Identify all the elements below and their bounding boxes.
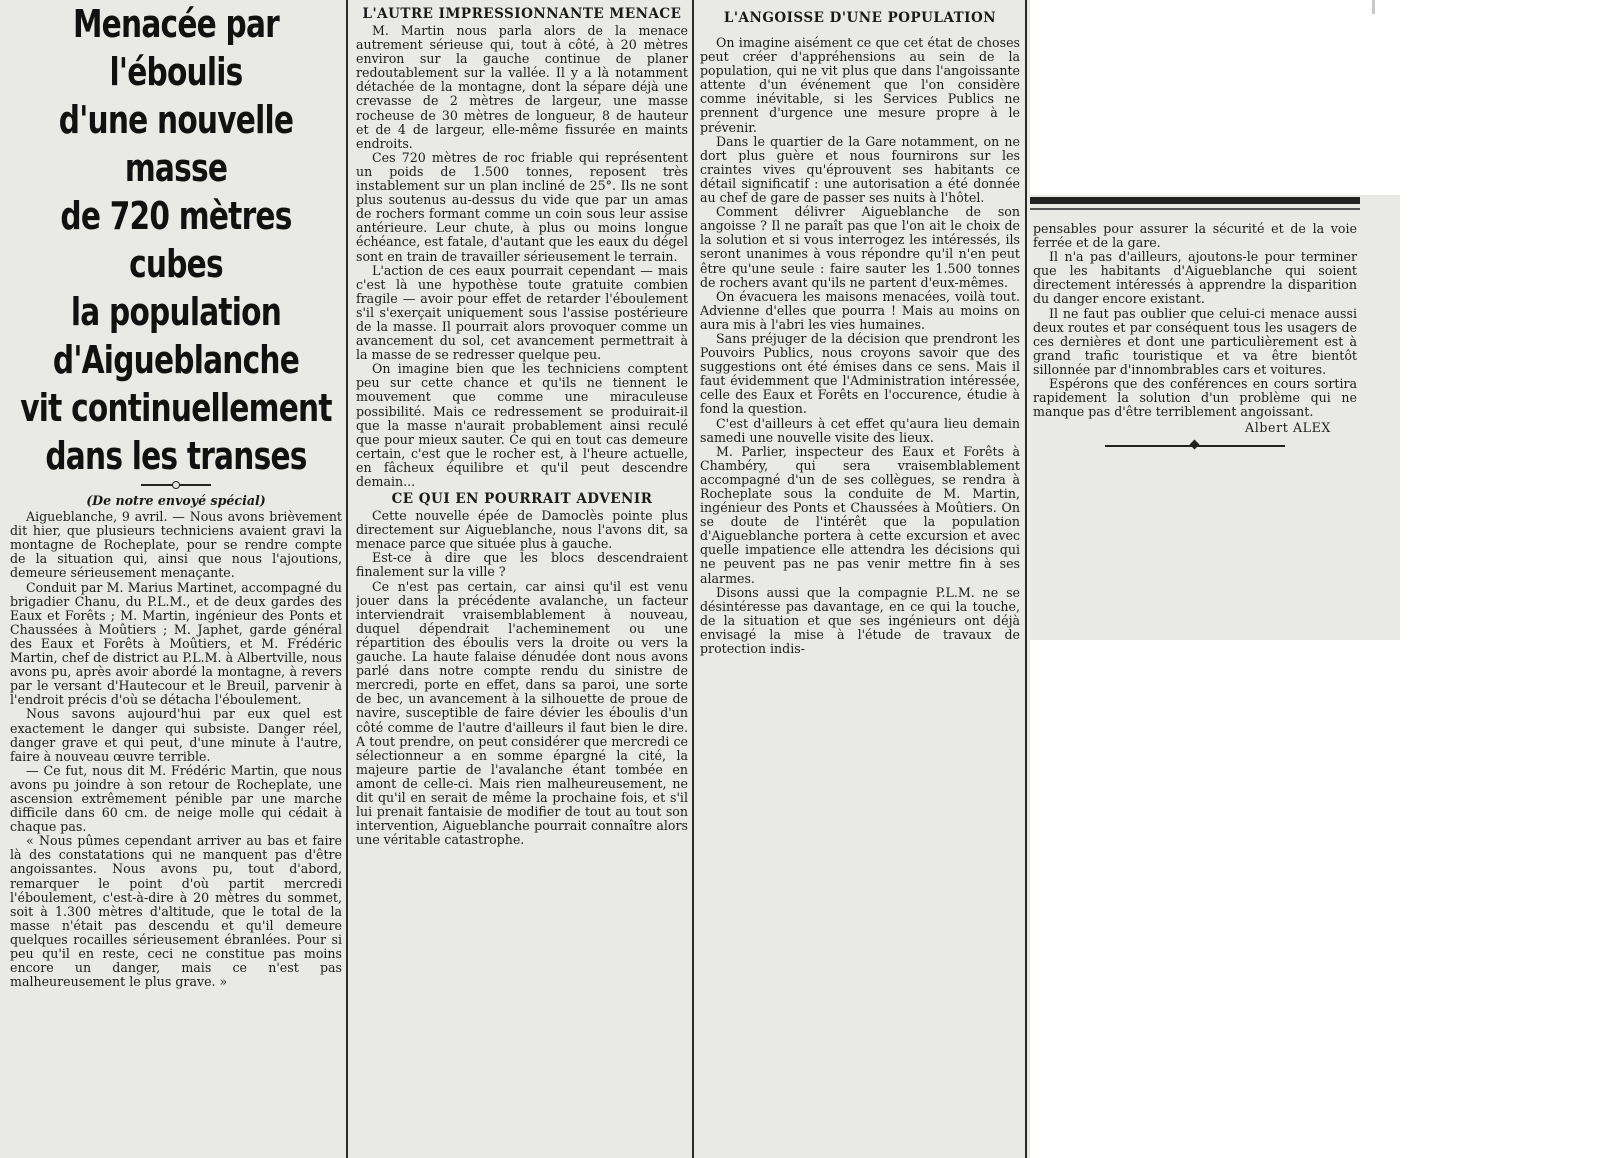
column-1 <box>10 0 342 1158</box>
blank-area <box>1030 0 1400 195</box>
paragraph: Nous savons aujourd'hui par eux quel est exactement le danger qui subsiste. Danger réel, danger grave et qui peut, d'une minute à l'autre, faire à nouveau œuvre terrible. <box>10 706 342 764</box>
paragraph: Disons aussi que la compagnie P.L.M. ne se désintéresse pas davantage, en ce qui la touche, de la situation et que ses ingénieurs ont déjà envisagé la mise à l'étude de travaux de protection indis- <box>700 584 1020 657</box>
paragraph: On évacuera les maisons menacées, voilà tout. Advienne d'elles que pourra ! Mais au moins on aura mis à l'abri les vies humaines. <box>700 288 1020 332</box>
column-4-top-bar <box>1030 197 1360 204</box>
headline <box>12 0 340 480</box>
article-body <box>10 510 342 989</box>
article-body <box>356 24 688 489</box>
column-rule <box>692 0 694 1158</box>
headline-ornament <box>141 484 211 486</box>
article-body <box>1033 222 1357 419</box>
paragraph: Conduit par M. Marius Martinet, accompagné du brigadier Chanu, du P.L.M., et de deux gardes des Eaux et Forêts ; M. Martin, ingénieur des Ponts et Chaussées à Moûtiers ; M. Japhet, garde général des Eaux et Forêts à Moûtiers, et M. Frédéric Martin, chef de district au P.L.M. à Albertville, nous avons pu, après avoir abordé la montagne, à revers par le versant d'Hautecour et le Breuil, parvenir à l'endroit précis d'où se détacha l'éboulement. <box>10 579 342 708</box>
headline-line: vit continuellement <box>20 386 332 430</box>
paragraph: Aigueblanche, 9 avril. — Nous avons brièvement dit hier, que plusieurs techniciens avaient gravi la montagne de Rocheplate, pour se rendre compte de la situation qui, ainsi que nous l'ajoutions, demeure sérieusement menaçante. <box>10 509 342 581</box>
section-heading: L'AUTRE IMPRESSIONNANTE MENACE <box>362 6 682 22</box>
paragraph: pensables pour assurer la sécurité et de la voie ferrée et de la gare. <box>1033 222 1357 251</box>
headline-line: dans les transes <box>45 434 307 478</box>
column-4-top-rule <box>1030 208 1360 210</box>
column-3 <box>700 0 1020 1158</box>
author-signature: Albert ALEX <box>1245 420 1331 436</box>
paragraph: On imagine aisément ce que cet état de choses peut créer d'appréhensions au sein de la population, qui ne vit plus que dans l'angoissante attente d'un événement que l'on considère comme inévitable, si les Services Publics ne prennent d'urgence une mesure propre à le prévenir. <box>700 35 1020 135</box>
paragraph: « Nous pûmes cependant arriver au bas et faire là des constatations qui ne manquent pas d'être angoissantes. Nous avons pu, tout d'abord, remarquer le point d'où partit mercredi l'éboulement, c'est-à-dire à 20 mètres du sommet, soit à 1.300 mètres d'altitude, que le total de la masse n'était pas descendu et qu'il demeure quelques rocailles sérieusement ébranlées. Pour si peu qu'il en reste, ceci ne constitue pas moins encore un danger, mais ce n'est pas malheureusement le plus grave. » <box>10 833 342 990</box>
section-heading: L'ANGOISSE D'UNE POPULATION <box>723 10 997 26</box>
column-rule <box>1025 0 1027 1158</box>
paragraph: Est-ce à dire que les blocs descendraient finalement sur la ville ? <box>356 550 688 580</box>
column-rule <box>346 0 348 1158</box>
paragraph: Cette nouvelle épée de Damoclès pointe plus directement sur Aigueblanche, nous l'avons dit, sa menace parce que située plus à gauche. <box>356 508 688 552</box>
headline-line: Menacée par l'éboulis <box>72 2 280 94</box>
paragraph: Il ne faut pas oublier que celui-ci menace aussi deux routes et par conséquent tous les usagers de ces dernières et dont une particulièrement est à grand trafic touristique et va être bientôt sillonnée par d'innombrables cars et voitures. <box>1033 305 1357 377</box>
headline-line: la population <box>70 290 282 334</box>
byline: (De notre envoyé spécial) <box>86 493 266 508</box>
paragraph: M. Parlier, inspecteur des Eaux et Forêts à Chambéry, qui sera vraisemblablement accompagné d'un de ses collègues, se rendra à Rocheplate sous la conduite de M. Martin, ingénieur des Ponts et Chaussées à Moûtiers. On se doute de l'intérêt que la population d'Aigueblanche portera à cette excursion et avec quelle impatience elle attendra les décisions qui ne peuvent pas ne pas venir mettre fin à ses alarmes. <box>700 443 1020 586</box>
headline-line: de 720 mètres cubes <box>60 194 292 286</box>
paragraph: Comment délivrer Aigueblanche de son angoisse ? Il ne paraît pas que l'on ait le choix de la solution et si vous interrogez les intéressés, ils seront unanimes à vous répondre qu'il n'en peut être qu'une seule : faire sauter les 1.500 tonnes de rochers avant qu'ils ne partent d'eux-mêmes. <box>700 204 1020 290</box>
paragraph: — Ce fut, nous dit M. Frédéric Martin, que nous avons pu joindre à son retour de Rocheplate, une ascension extrêmement pénible par une marche difficile dans 60 cm. de neige molle qui cédait à chaque pas. <box>10 762 342 835</box>
paragraph: Espérons que des conférences en cours sortira rapidement la solution d'un problème qui ne manque pas d'être terriblement angoissant. <box>1033 376 1357 420</box>
section-heading: CE QUI EN POURRAIT ADVENIR <box>391 491 653 508</box>
paragraph: L'action de ces eaux pourrait cependant — mais c'est là une hypothèse toute gratuite combien fragile — avoir pour effet de retarder l'éboulement s'il s'exerçait uniquement sous l'assise postérieure de la masse. Il pourrait alors provoquer comme un avancement du sol, cet avancement permettrait à la masse de se redresser quelque peu. <box>356 262 688 363</box>
paragraph: On imagine bien que les techniciens comptent peu sur cette chance et qu'ils ne tiennent le mouvement que comme une miraculeuse possibilité. Mais ce redressement se produirait-il que la masse n'aurait probablement ainsi reculé que pour mieux sauter. Ce qui en tout cas demeure certain, c'est que le rocher est, à l'heure actuelle, en fâcheux équilibre et qu'il peut descendre demain... <box>356 361 688 489</box>
blank-area <box>1030 640 1400 1158</box>
paragraph: Dans le quartier de la Gare notamment, on ne dort plus guère et nous fournirons sur les craintes vives qu'éprouvent ses habitants ce détail significatif : une autorisation a été donnée au chef de gare de passer ses nuits à l'hôtel. <box>700 133 1020 206</box>
paragraph: Ces 720 mètres de roc friable qui représentent un poids de 1.500 tonnes, reposent très instablement sur un plan incliné de 25°. Ils ne sont plus soutenus au-dessus du vide que par un amas de rochers formant comme un coin sous leur assise antérieure. Leur chute, à plus ou moins longue échéance, est fatale, d'autant que les eaux du dégel sont en train de travailler sérieusement le terrain. <box>356 149 688 264</box>
edge-mark <box>1372 0 1375 14</box>
headline-line: d'Aigueblanche <box>52 338 300 382</box>
column-4 <box>1033 222 1357 642</box>
column-2 <box>356 0 688 1158</box>
end-ornament <box>1105 445 1285 447</box>
article-body <box>356 509 688 847</box>
paragraph: Ce n'est pas certain, car ainsi qu'il est venu jouer dans la précédente avalanche, un facteur interviendrait vraisemblablement à nouveau, duquel dépendrait l'acheminement ou une répartition des éboulis vers la droite ou vers la gauche. La haute falaise dénudée dont nous avons parlé dans notre compte rendu du sinistre de mercredi, porte en effet, dans sa paroi, une sorte de bec, un avancement à la silhouette de proue de navire, susceptible de faire dévier les éboulis d'un côté comme de l'autre d'ailleurs il faut bien le dire. A tout prendre, on peut considérer que mercredi ce sélectionneur a en somme épargné la cité, la majeure partie de l'avalanche étant tombée en amont de celle-ci. Mais rien malheureusement, ne dit qu'il en serait de même la prochaine fois, et s'il lui prenait fantaisie de modifier de tout au tout son intervention, Aigueblanche pourrait connaître alors une véritable catastrophe. <box>356 578 688 848</box>
headline-line: d'une nouvelle masse <box>58 98 294 190</box>
article-body <box>700 36 1020 656</box>
paragraph: Sans préjuger de la décision que prendront les Pouvoirs Publics, nous croyons savoir que des suggestions ont été émises dans ce sens. Mais il faut évidemment que l'Administration intéressée, celle des Eaux et Forêts en l'occurence, étudie à fond la question. <box>700 330 1020 417</box>
paragraph: Il n'a pas d'ailleurs, ajoutons-le pour terminer que les habitants d'Aigueblanche qui soient directement intéressés à apprendre la disparition du danger encore existant. <box>1033 249 1357 307</box>
paragraph: M. Martin nous parla alors de la menace autrement sérieuse qui, tout à côté, à 20 mètres environ sur la gauche continue de planer redoutablement sur la vallée. Il y a là notamment détachée de la montagne, dont la sépare déjà une crevasse de 2 mètres de largeur, une masse rocheuse de 30 mètres de longueur, 8 de hauteur et de 4 de largeur, elle-même fissurée en maints endroits. <box>356 23 688 151</box>
paragraph: C'est d'ailleurs à cet effet qu'aura lieu demain samedi une nouvelle visite des lieux. <box>700 415 1020 445</box>
